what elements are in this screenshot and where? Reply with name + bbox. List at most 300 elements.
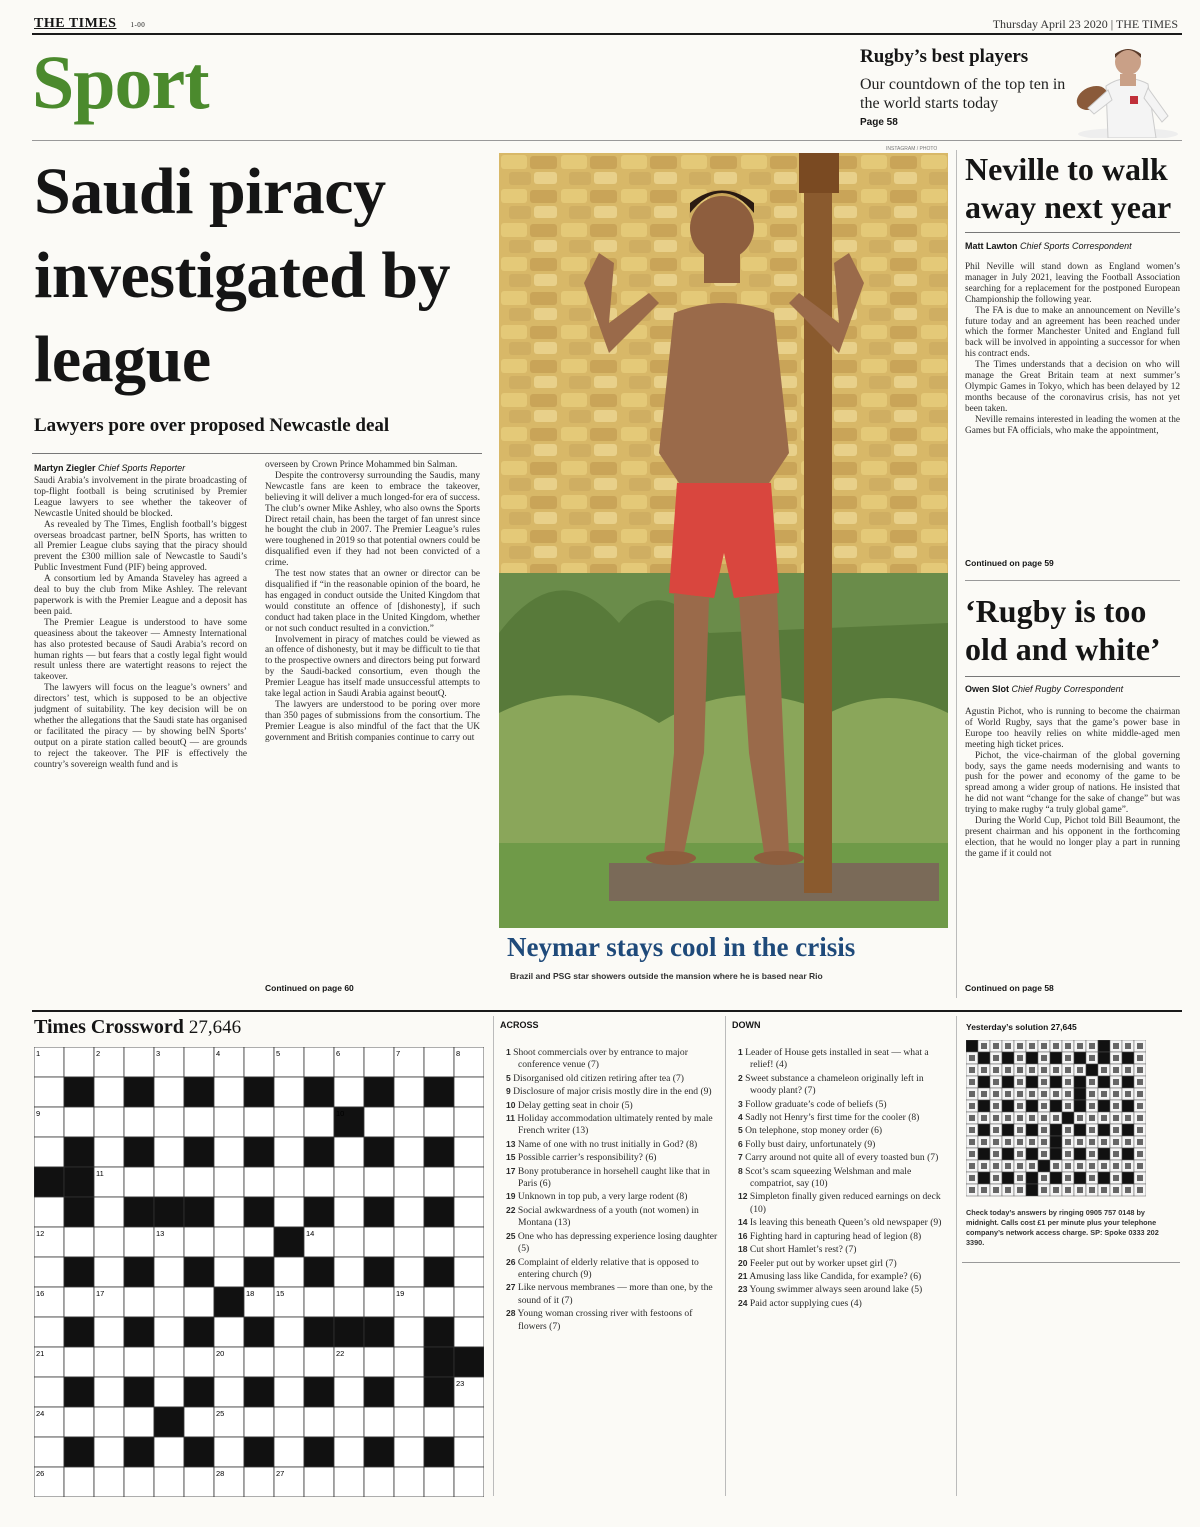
grid-cell[interactable] (214, 1167, 244, 1197)
dateline: Thursday April 23 2020 | THE TIMES (992, 17, 1178, 31)
grid-cell[interactable] (334, 1467, 364, 1497)
grid-cell[interactable] (454, 1137, 484, 1167)
grid-block (124, 1257, 154, 1287)
grid-cell[interactable] (364, 1227, 394, 1257)
grid-cell[interactable] (124, 1467, 154, 1497)
grid-cell[interactable] (34, 1197, 64, 1227)
promo-text: Our countdown of the top ten in the world starts today (860, 76, 1066, 112)
grid-cell[interactable] (424, 1167, 454, 1197)
grid-block (124, 1437, 154, 1467)
solution-cell (978, 1148, 990, 1160)
grid-cell[interactable] (364, 1167, 394, 1197)
solution-cell (1026, 1076, 1038, 1088)
solution-letter (1137, 1091, 1143, 1097)
grid-cell[interactable] (184, 1467, 214, 1497)
grid-cell[interactable] (394, 1167, 424, 1197)
solution-letter (969, 1067, 975, 1073)
solution-letter (1053, 1043, 1059, 1049)
grid-cell[interactable] (94, 1077, 124, 1107)
solution-letter (993, 1103, 999, 1109)
solution-letter (1077, 1043, 1083, 1049)
solution-letter (1101, 1163, 1107, 1169)
rugby-player-photo (1068, 38, 1178, 138)
grid-block (244, 1437, 274, 1467)
grid-block (154, 1197, 184, 1227)
grid-cell[interactable] (64, 1347, 94, 1377)
grid-cell[interactable] (154, 1077, 184, 1107)
crossword-grid[interactable] (34, 1047, 484, 1497)
solution-cell (1062, 1112, 1074, 1124)
solution-letter (1125, 1091, 1131, 1097)
grid-cell[interactable] (94, 1437, 124, 1467)
grid-cell[interactable] (124, 1347, 154, 1377)
grid-cell[interactable] (214, 1257, 244, 1287)
grid-cell[interactable] (274, 1167, 304, 1197)
grid-cell[interactable] (124, 1167, 154, 1197)
grid-cell[interactable] (364, 1287, 394, 1317)
solution-letter (1137, 1127, 1143, 1133)
solution-letter (1065, 1163, 1071, 1169)
grid-cell[interactable] (394, 1077, 424, 1107)
solution-letter (969, 1151, 975, 1157)
grid-cell[interactable] (94, 1467, 124, 1497)
grid-cell[interactable] (94, 1407, 124, 1437)
solution-letter (1065, 1067, 1071, 1073)
grid-cell[interactable] (304, 1047, 334, 1077)
grid-cell[interactable] (244, 1047, 274, 1077)
solution-letter (1041, 1103, 1047, 1109)
solution-letter (981, 1067, 987, 1073)
solution-cell (1098, 1100, 1110, 1112)
grid-cell[interactable] (304, 1107, 334, 1137)
grid-cell[interactable] (184, 1047, 214, 1077)
grid-cell[interactable] (454, 1437, 484, 1467)
grid-cell[interactable] (214, 1377, 244, 1407)
grid-cell[interactable] (154, 1347, 184, 1377)
solution-letter (993, 1139, 999, 1145)
grid-cell[interactable] (214, 1437, 244, 1467)
grid-cell[interactable] (454, 1287, 484, 1317)
grid-cell[interactable] (394, 1317, 424, 1347)
solution-letter (1089, 1055, 1095, 1061)
grid-cell[interactable] (214, 1137, 244, 1167)
grid-cell[interactable] (394, 1137, 424, 1167)
grid-block (304, 1377, 334, 1407)
solution-letter (1017, 1187, 1023, 1193)
grid-cell[interactable] (244, 1467, 274, 1497)
solution-letter (1113, 1139, 1119, 1145)
solution-grid (966, 1040, 1146, 1200)
solution-letter (1125, 1115, 1131, 1121)
grid-number: 1 (36, 1049, 41, 1058)
solution-letter (1065, 1091, 1071, 1097)
solution-letter (993, 1043, 999, 1049)
grid-cell[interactable] (154, 1257, 184, 1287)
solution-letter (1029, 1115, 1035, 1121)
solution-letter (1065, 1187, 1071, 1193)
clue-item: 4 Sadly not Henry’s first time for the cooler (8) (738, 1112, 920, 1124)
solution-cell (1026, 1184, 1038, 1196)
grid-cell[interactable] (334, 1137, 364, 1167)
grid-cell[interactable] (154, 1287, 184, 1317)
grid-block (154, 1407, 184, 1437)
grid-cell[interactable] (304, 1167, 334, 1197)
grid-number: 25 (216, 1409, 225, 1418)
down-clues (732, 1046, 948, 1310)
grid-cell[interactable] (184, 1107, 214, 1137)
grid-cell[interactable] (304, 1467, 334, 1497)
solution-cell (1122, 1052, 1134, 1064)
solution-letter (1125, 1067, 1131, 1073)
grid-cell[interactable] (454, 1107, 484, 1137)
solution-cell (1122, 1148, 1134, 1160)
solution-cell (1122, 1100, 1134, 1112)
grid-block (304, 1437, 334, 1467)
grid-cell[interactable] (154, 1167, 184, 1197)
grid-cell[interactable] (184, 1347, 214, 1377)
grid-cell[interactable] (334, 1407, 364, 1437)
grid-number: 15 (276, 1289, 285, 1298)
grid-block (184, 1257, 214, 1287)
promo-title[interactable]: Rugby’s best players (860, 46, 1029, 67)
grid-cell[interactable] (64, 1287, 94, 1317)
clue-item: 23 Young swimmer always seen around lake (5) (738, 1284, 923, 1296)
grid-cell[interactable] (304, 1347, 334, 1377)
grid-cell[interactable] (454, 1257, 484, 1287)
solution-letter (1113, 1043, 1119, 1049)
grid-cell[interactable] (184, 1167, 214, 1197)
grid-cell[interactable] (94, 1317, 124, 1347)
grid-cell[interactable] (334, 1227, 364, 1257)
solution-title: Yesterday’s solution 27,645 (966, 1022, 1077, 1032)
grid-number: 5 (276, 1049, 281, 1058)
lead-byline: Martyn Ziegler Chief Sports Reporter (34, 463, 186, 473)
solution-letter (1041, 1139, 1047, 1145)
grid-cell[interactable] (34, 1137, 64, 1167)
rugby-continued[interactable]: Continued on page 58 (965, 983, 1054, 993)
grid-cell[interactable] (214, 1077, 244, 1107)
grid-cell[interactable] (94, 1197, 124, 1227)
grid-cell[interactable] (394, 1197, 424, 1227)
solution-cell (1098, 1076, 1110, 1088)
grid-cell[interactable] (244, 1227, 274, 1257)
grid-cell[interactable] (94, 1107, 124, 1137)
solution-cell (1098, 1172, 1110, 1184)
grid-cell[interactable] (454, 1077, 484, 1107)
grid-cell[interactable] (334, 1437, 364, 1467)
grid-cell[interactable] (364, 1047, 394, 1077)
grid-cell[interactable] (214, 1317, 244, 1347)
rugby-headline[interactable]: ‘Rugby is too old and white’ (965, 593, 1161, 667)
neymar-photo (499, 153, 948, 928)
grid-cell[interactable] (124, 1227, 154, 1257)
grid-cell[interactable] (94, 1377, 124, 1407)
solution-letter (1089, 1187, 1095, 1193)
grid-cell[interactable] (214, 1107, 244, 1137)
grid-cell[interactable] (154, 1317, 184, 1347)
solution-letter (1113, 1079, 1119, 1085)
grid-cell[interactable] (394, 1257, 424, 1287)
solution-letter (1017, 1043, 1023, 1049)
grid-cell[interactable] (244, 1347, 274, 1377)
grid-number: 2 (96, 1049, 101, 1058)
grid-block (364, 1377, 394, 1407)
neville-headline[interactable]: Neville to walk away next year (965, 151, 1172, 225)
grid-block (64, 1077, 94, 1107)
clue-item: 9 Disclosure of major crisis mostly dire in the end (9) (506, 1086, 712, 1098)
grid-cell[interactable] (214, 1197, 244, 1227)
grid-number: 14 (306, 1229, 315, 1238)
grid-cell[interactable] (274, 1257, 304, 1287)
grid-cell[interactable] (154, 1437, 184, 1467)
grid-cell[interactable] (274, 1197, 304, 1227)
grid-block (64, 1197, 94, 1227)
grid-cell[interactable] (34, 1317, 64, 1347)
grid-block (124, 1317, 154, 1347)
solution-cell (1026, 1124, 1038, 1136)
solution-letter (1017, 1139, 1023, 1145)
clue-item: 1 Shoot commercials over by entrance to major conference venue (7) (506, 1047, 688, 1071)
grid-block (244, 1197, 274, 1227)
photo-credit: INSTAGRAM / PHOTO (886, 146, 938, 152)
grid-cell[interactable] (214, 1227, 244, 1257)
grid-number: 17 (96, 1289, 105, 1298)
clue-item: 25 One who has depressing experience losing daughter (5) (506, 1230, 718, 1255)
solution-letter (1053, 1163, 1059, 1169)
solution-letter (1065, 1043, 1071, 1049)
grid-number: 12 (36, 1229, 45, 1238)
grid-cell[interactable] (334, 1377, 364, 1407)
grid-number: 8 (456, 1049, 461, 1058)
grid-cell[interactable] (394, 1437, 424, 1467)
grid-cell[interactable] (94, 1257, 124, 1287)
grid-cell[interactable] (334, 1197, 364, 1227)
grid-cell[interactable] (124, 1287, 154, 1317)
grid-block (244, 1137, 274, 1167)
grid-cell[interactable] (364, 1407, 394, 1437)
grid-block (424, 1077, 454, 1107)
solution-letter (1089, 1091, 1095, 1097)
grid-cell[interactable] (124, 1407, 154, 1437)
grid-number: 6 (336, 1049, 341, 1058)
solution-letter (981, 1187, 987, 1193)
solution-cell (1002, 1124, 1014, 1136)
solution-letter (969, 1079, 975, 1085)
grid-number: 20 (216, 1349, 225, 1358)
solution-cell (1002, 1172, 1014, 1184)
grid-cell[interactable] (424, 1047, 454, 1077)
grid-cell[interactable] (64, 1227, 94, 1257)
grid-block (424, 1257, 454, 1287)
clue-item: 3 Follow graduate’s code of beliefs (5) (738, 1098, 887, 1110)
grid-cell[interactable] (274, 1347, 304, 1377)
grid-block (364, 1257, 394, 1287)
solution-letter (1113, 1127, 1119, 1133)
grid-cell[interactable] (34, 1377, 64, 1407)
grid-cell[interactable] (454, 1167, 484, 1197)
grid-cell[interactable] (64, 1107, 94, 1137)
solution-cell (1122, 1172, 1134, 1184)
solution-letter (1077, 1115, 1083, 1121)
solution-letter (1077, 1067, 1083, 1073)
solution-letter (1113, 1163, 1119, 1169)
grid-cell[interactable] (64, 1047, 94, 1077)
promo-page: Page 58 (860, 117, 898, 128)
grid-block (424, 1437, 454, 1467)
solution-letter (1065, 1127, 1071, 1133)
grid-block (364, 1137, 394, 1167)
clue-item: 27 Like nervous membranes — more than one, by the sound of it (7) (506, 1282, 713, 1306)
neville-continued[interactable]: Continued on page 59 (965, 558, 1054, 568)
grid-number: 21 (36, 1349, 45, 1358)
grid-block (424, 1317, 454, 1347)
grid-cell[interactable] (184, 1287, 214, 1317)
grid-cell[interactable] (124, 1107, 154, 1137)
grid-cell[interactable] (274, 1107, 304, 1137)
clue-item: 16 Fighting hard in capturing head of legion (8) (738, 1230, 922, 1242)
grid-cell[interactable] (394, 1377, 424, 1407)
clue-item: 6 Folly bust dairy, unfortunately (9) (738, 1138, 876, 1150)
grid-cell[interactable] (394, 1347, 424, 1377)
solution-letter (993, 1127, 999, 1133)
grid-cell[interactable] (424, 1287, 454, 1317)
solution-letter (1041, 1115, 1047, 1121)
grid-cell[interactable] (274, 1377, 304, 1407)
solution-letter (1101, 1115, 1107, 1121)
solution-letter (1017, 1103, 1023, 1109)
solution-letter (1065, 1175, 1071, 1181)
grid-number: 22 (336, 1349, 345, 1358)
solution-cell (978, 1052, 990, 1064)
grid-number: 28 (216, 1469, 225, 1478)
grid-cell[interactable] (394, 1227, 424, 1257)
grid-block (424, 1197, 454, 1227)
solution-letter (1137, 1067, 1143, 1073)
grid-cell[interactable] (454, 1197, 484, 1227)
times-masthead-logo: THE TIMES 1-00 (34, 16, 146, 31)
grid-cell[interactable] (184, 1407, 214, 1437)
grid-cell[interactable] (394, 1467, 424, 1497)
solution-cell (1050, 1172, 1062, 1184)
grid-block (304, 1077, 334, 1107)
grid-cell[interactable] (154, 1377, 184, 1407)
grid-cell[interactable] (454, 1227, 484, 1257)
grid-cell[interactable] (304, 1407, 334, 1437)
grid-cell[interactable] (424, 1107, 454, 1137)
grid-cell[interactable] (424, 1467, 454, 1497)
grid-cell[interactable] (304, 1287, 334, 1317)
solution-letter (981, 1115, 987, 1121)
clue-item: 24 Paid actor supplying cues (4) (738, 1297, 862, 1309)
solution-letter (1125, 1043, 1131, 1049)
grid-cell[interactable] (94, 1137, 124, 1167)
solution-cell (1026, 1100, 1038, 1112)
grid-cell[interactable] (64, 1467, 94, 1497)
grid-cell[interactable] (334, 1167, 364, 1197)
grid-block (64, 1257, 94, 1287)
grid-cell[interactable] (274, 1317, 304, 1347)
solution-letter (969, 1115, 975, 1121)
clue-item: 19 Unknown in top pub, a very large rodent (8) (506, 1191, 688, 1203)
grid-cell[interactable] (244, 1407, 274, 1437)
grid-cell[interactable] (244, 1107, 274, 1137)
grid-cell[interactable] (94, 1227, 124, 1257)
clue-item: 14 Is leaving this beneath Queen’s old newspaper (9) (738, 1217, 942, 1229)
grid-cell[interactable] (184, 1227, 214, 1257)
solution-letter (969, 1055, 975, 1061)
grid-cell[interactable] (124, 1047, 154, 1077)
solution-letter (1041, 1079, 1047, 1085)
grid-cell[interactable] (334, 1287, 364, 1317)
grid-cell[interactable] (364, 1107, 394, 1137)
solution-letter (981, 1163, 987, 1169)
grid-cell[interactable] (34, 1437, 64, 1467)
grid-cell[interactable] (154, 1107, 184, 1137)
grid-block (244, 1317, 274, 1347)
solution-letter (1017, 1079, 1023, 1085)
grid-cell[interactable] (334, 1257, 364, 1287)
solution-cell (1002, 1076, 1014, 1088)
solution-cell (1050, 1076, 1062, 1088)
grid-cell[interactable] (34, 1077, 64, 1107)
grid-cell[interactable] (244, 1167, 274, 1197)
lead-headline[interactable]: Saudi piracy investigated by league (34, 155, 451, 396)
grid-cell[interactable] (454, 1407, 484, 1437)
grid-cell[interactable] (274, 1137, 304, 1167)
grid-cell[interactable] (274, 1077, 304, 1107)
grid-cell[interactable] (154, 1467, 184, 1497)
solution-letter (1101, 1091, 1107, 1097)
grid-number: 13 (156, 1229, 165, 1238)
grid-cell[interactable] (274, 1407, 304, 1437)
solution-letter (1005, 1115, 1011, 1121)
clue-item: 5 On telephone, stop money order (6) (738, 1125, 883, 1137)
solution-letter (1029, 1067, 1035, 1073)
grid-cell[interactable] (154, 1137, 184, 1167)
grid-cell[interactable] (34, 1257, 64, 1287)
solution-letter (1053, 1187, 1059, 1193)
grid-cell[interactable] (394, 1107, 424, 1137)
solution-cell (1074, 1100, 1086, 1112)
grid-cell[interactable] (424, 1227, 454, 1257)
grid-cell[interactable] (454, 1317, 484, 1347)
grid-cell[interactable] (364, 1467, 394, 1497)
solution-cell (1098, 1124, 1110, 1136)
solution-letter (1137, 1163, 1143, 1169)
solution-cell (1074, 1148, 1086, 1160)
grid-block (364, 1437, 394, 1467)
grid-cell[interactable] (394, 1407, 424, 1437)
grid-block (244, 1377, 274, 1407)
lead-continued[interactable]: Continued on page 60 (265, 983, 354, 993)
lead-column-2: overseen by Crown Prince Mohammed bin Salman. Despite the controversy surrounding the Saudis, many Newcastle fans are keen to embrace the takeover, believing it will deliver a much longed-for era of success. The club’s owner Mike Ashley, who also owns the Sports Direct retail chain, has been the target of fan unrest since he bought the club in 2007. The Premier League’s rules were toughened in 2019 so that potential owners could be disqualified even if they had not been convicted of a crime. The test now states that an owner or director can be disqualified if “in the reasonable opinion of the board, he has engaged in conduct outside the United Kingdom that would constitute an offence of [dishonesty], if such conduct had taken place in the United Kingdom, whether or not such conduct resulted in a conviction.” Involvement in piracy of matches could be viewed as an offence of dishonesty, but it may be difficult to tie that to the prospective owners and directors being put forward by the Saudi-backed consortium, even though the Premier League has itself made unsuccessful attempts to take legal action in Saudi Arabia against beoutQ. The lawyers are understood to be poring over more than 350 pages of submissions from the consortium. The Premier League is also mindful of the fact that the UK government and British companies continue to carry out (265, 460, 480, 743)
grid-block (124, 1377, 154, 1407)
grid-cell[interactable] (64, 1407, 94, 1437)
clue-item: 8 Scot’s scam squeezing Welshman and male compatriot, say (10) (738, 1165, 912, 1190)
grid-cell[interactable] (454, 1467, 484, 1497)
grid-block (424, 1137, 454, 1167)
photo-caption-headline[interactable]: Neymar stays cool in the crisis (507, 932, 856, 962)
grid-block (364, 1077, 394, 1107)
grid-cell[interactable] (334, 1077, 364, 1107)
grid-cell[interactable] (364, 1347, 394, 1377)
grid-cell[interactable] (424, 1407, 454, 1437)
grid-cell[interactable] (274, 1437, 304, 1467)
grid-block (64, 1167, 94, 1197)
solution-letter (993, 1151, 999, 1157)
grid-cell[interactable] (94, 1347, 124, 1377)
grid-number: 7 (396, 1049, 401, 1058)
